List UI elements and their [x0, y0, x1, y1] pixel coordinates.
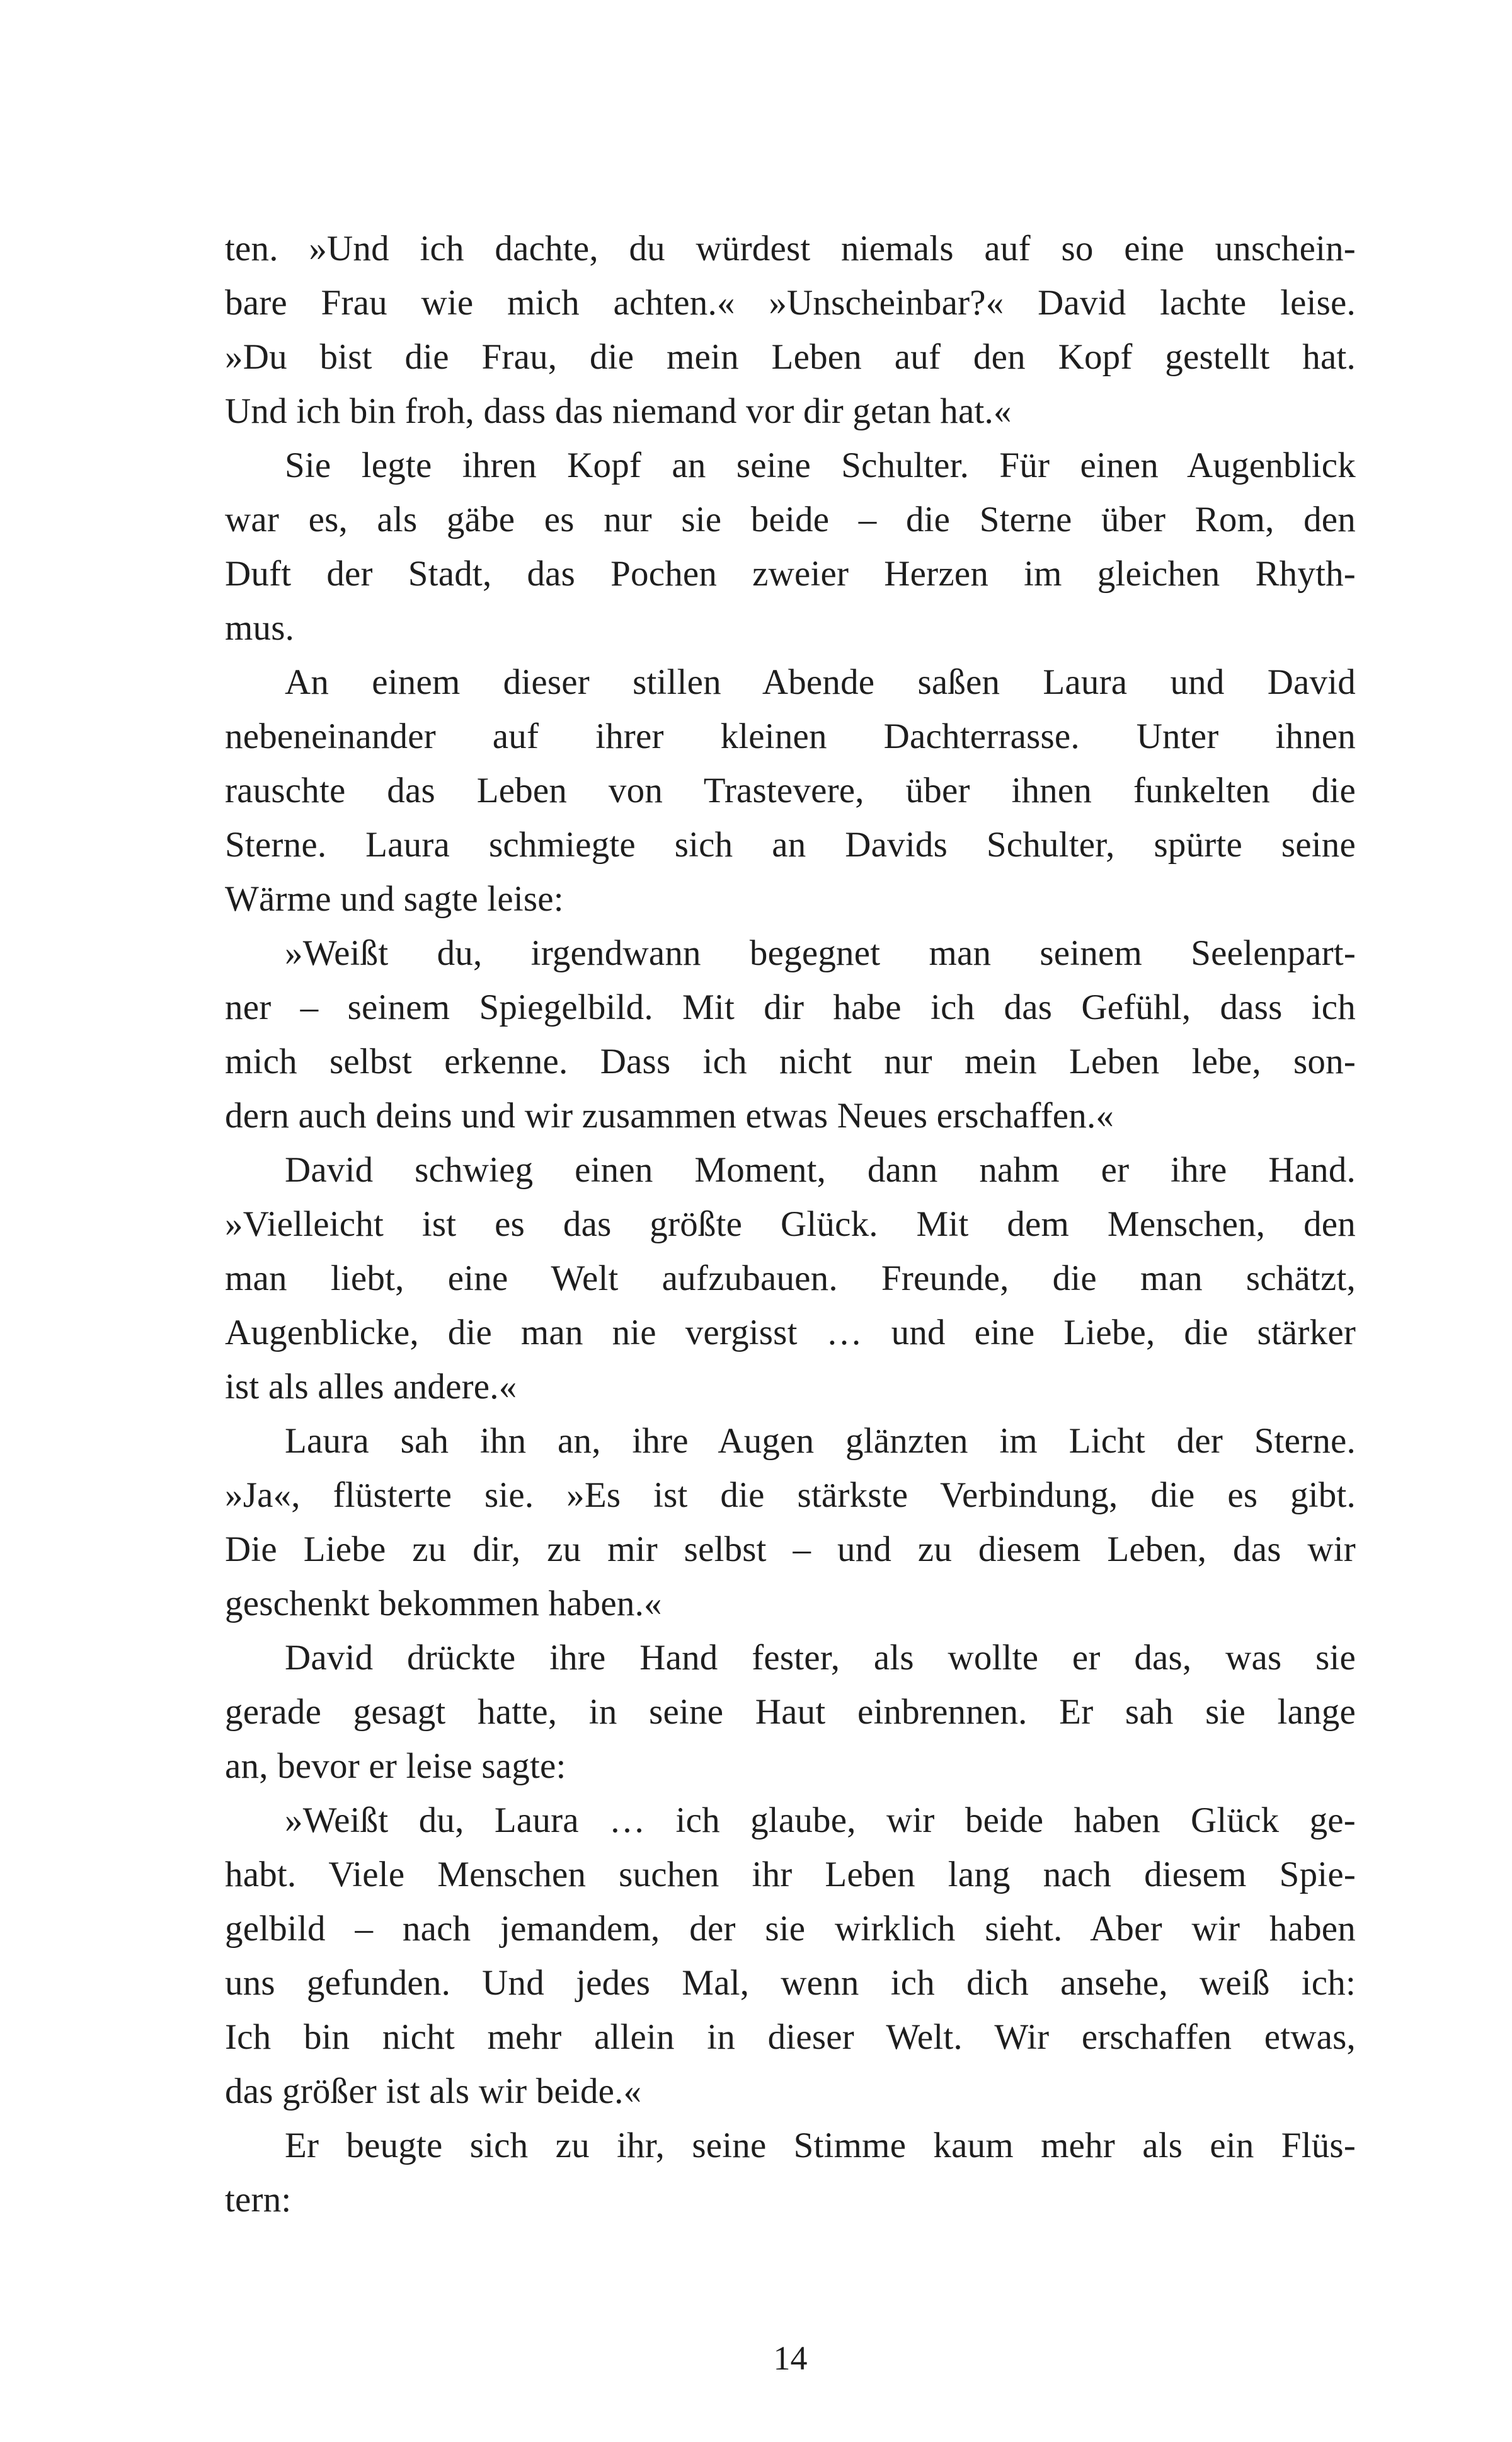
text-line: Wärme und sagte leise:: [225, 879, 564, 919]
text-line: »Weißt du, Laura … ich glaube, wir beide haben Glück ge-: [285, 1800, 1356, 1840]
paragraph: [225, 1414, 1356, 1631]
text-line: Ich bin nicht mehr allein in dieser Welt. Wir erschaffen etwas,: [225, 2017, 1356, 2057]
text-line: »Weißt du, irgendwann begegnet man seinem Seelenpart-: [285, 933, 1356, 973]
paragraph: [225, 655, 1356, 926]
text-line: habt. Viele Menschen suchen ihr Leben lang nach diesem Spie-: [225, 1855, 1356, 1894]
text-line: gerade gesagt hatte, in seine Haut einbrennen. Er sah sie lange: [225, 1692, 1356, 1732]
text-line: Augenblicke, die man nie vergisst … und eine Liebe, die stärker: [225, 1313, 1356, 1352]
text-line: »Du bist die Frau, die mein Leben auf den Kopf gestellt hat.: [225, 337, 1356, 377]
paragraph: [225, 2119, 1356, 2227]
text-line: Sterne. Laura schmiegte sich an Davids Schulter, spürte seine: [225, 825, 1356, 865]
page-text: [225, 222, 1356, 2227]
text-line: man liebt, eine Welt aufzubauen. Freunde, die man schätzt,: [225, 1258, 1356, 1298]
text-line: bare Frau wie mich achten.« »Unscheinbar?« David lachte leise.: [225, 283, 1356, 323]
text-line: mich selbst erkenne. Dass ich nicht nur mein Leben lebe, son-: [225, 1042, 1356, 1081]
text-line: »Ja«, flüsterte sie. »Es ist die stärkste Verbindung, die es gibt.: [225, 1475, 1356, 1515]
text-line: mus.: [225, 608, 295, 648]
text-line: Und ich bin froh, dass das niemand vor dir getan hat.«: [225, 391, 1012, 431]
text-line: Laura sah ihn an, ihre Augen glänzten im Licht der Sterne.: [285, 1421, 1356, 1461]
text-line: Duft der Stadt, das Pochen zweier Herzen im gleichen Rhyth-: [225, 554, 1356, 594]
text-line: ten. »Und ich dachte, du würdest niemals auf so eine unschein-: [225, 229, 1356, 268]
text-line: ner – seinem Spiegelbild. Mit dir habe ich das Gefühl, dass ich: [225, 988, 1356, 1027]
paragraph: [225, 222, 1356, 439]
text-line: das größer ist als wir beide.«: [225, 2071, 642, 2111]
text-line: An einem dieser stillen Abende saßen Laura und David: [285, 662, 1356, 702]
text-line: Sie legte ihren Kopf an seine Schulter. Für einen Augenblick: [285, 446, 1356, 485]
text-line: geschenkt bekommen haben.«: [225, 1584, 662, 1623]
text-line: gelbild – nach jemandem, der sie wirklich sieht. Aber wir haben: [225, 1909, 1356, 1949]
paragraph: [225, 439, 1356, 655]
text-line: tern:: [225, 2180, 292, 2220]
text-line: dern auch deins und wir zusammen etwas Neues erschaffen.«: [225, 1096, 1114, 1136]
text-line: rauschte das Leben von Trastevere, über ihnen funkelten die: [225, 771, 1356, 810]
text-line: war es, als gäbe es nur sie beide – die Sterne über Rom, den: [225, 500, 1356, 539]
text-line: ist als alles andere.«: [225, 1367, 517, 1407]
text-line: an, bevor er leise sagte:: [225, 1746, 566, 1786]
text-line: »Vielleicht ist es das größte Glück. Mit dem Menschen, den: [225, 1204, 1356, 1244]
text-line: David schwieg einen Moment, dann nahm er ihre Hand.: [285, 1150, 1356, 1190]
paragraph: [225, 1143, 1356, 1414]
paragraph: [225, 1794, 1356, 2119]
paragraph: [225, 926, 1356, 1143]
text-line: David drückte ihre Hand fester, als wollte er das, was sie: [285, 1638, 1356, 1678]
text-line: uns gefunden. Und jedes Mal, wenn ich dich ansehe, weiß ich:: [225, 1963, 1356, 2003]
text-line: Er beugte sich zu ihr, seine Stimme kaum mehr als ein Flüs-: [285, 2126, 1356, 2165]
text-line: nebeneinander auf ihrer kleinen Dachterrasse. Unter ihnen: [225, 717, 1356, 756]
paragraph: [225, 1631, 1356, 1794]
text-line: Die Liebe zu dir, zu mir selbst – und zu diesem Leben, das wir: [225, 1529, 1356, 1569]
page-number: 14: [773, 2339, 808, 2377]
